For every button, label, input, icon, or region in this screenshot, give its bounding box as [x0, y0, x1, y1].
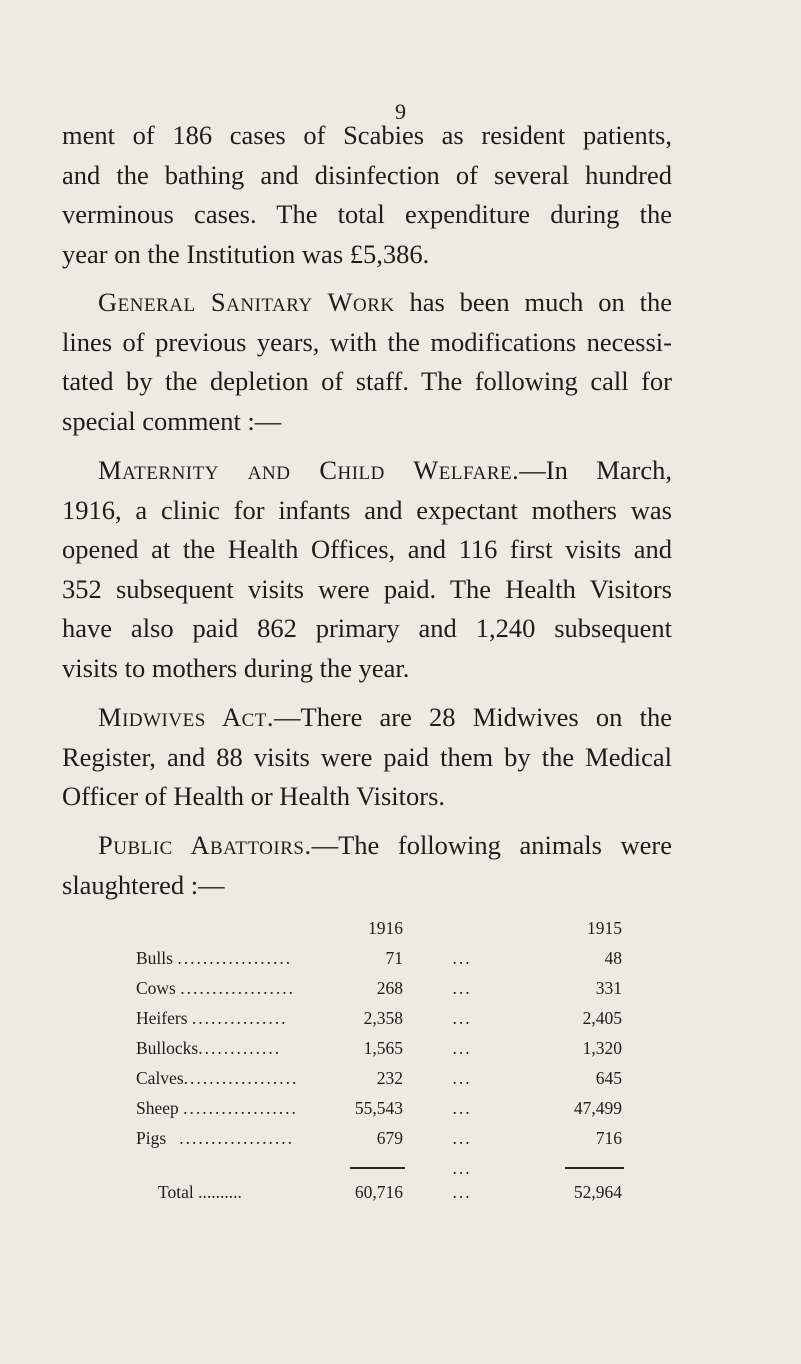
text-line: ment of 186 cases of Scabies as resident patients, [62, 120, 672, 150]
leader-dots: ............. [198, 1038, 282, 1058]
text-line: special comment :— [62, 405, 282, 436]
text-line: and the bathing and disinfection of several hundred [62, 159, 672, 190]
section-heading: Public Abattoirs. [98, 830, 312, 860]
table-row [0, 1008, 801, 1032]
leader-dots: .......... [198, 1182, 242, 1202]
text-run: —There are 28 Midwives on the [274, 702, 672, 732]
leader-dots: .................. [179, 1128, 295, 1148]
paragraph-public-abattoirs [62, 826, 672, 905]
leader-dots: .................. [180, 978, 295, 998]
separator-dots: ... [452, 1038, 472, 1058]
text-line: 352 subsequent visits were paid. The Health Visitors [62, 573, 672, 604]
row-label-text: Sheep [136, 1098, 179, 1118]
leader-dots: .................. [183, 1068, 299, 1088]
separator-dots: ... [452, 1098, 472, 1118]
value-1916: 268 [376, 978, 403, 998]
page-number: 9 [395, 99, 406, 124]
text-line: 1916, a clinic for infants and expectant mothers was [62, 494, 672, 525]
value-1915: 1,320 [582, 1038, 622, 1058]
value-1916: 55,543 [354, 1098, 403, 1118]
value-1915: 2,405 [582, 1008, 622, 1028]
separator-dots: ... [452, 1182, 472, 1202]
total-1915: 52,964 [573, 1182, 622, 1202]
value-1916: 679 [376, 1128, 403, 1148]
text-line: tated by the depletion of staff. The following call for [62, 366, 672, 396]
text-line: slaughtered :— [62, 869, 225, 900]
row-label-text: Pigs [136, 1128, 167, 1148]
value-1915: 331 [595, 978, 622, 998]
row-label-text: Heifers [136, 1008, 188, 1028]
table-row [0, 1038, 801, 1062]
separator-dots: ... [452, 1008, 472, 1028]
separator-dots: ... [452, 978, 472, 998]
text-run: has been much on the [409, 287, 672, 317]
leader-dots: .................. [177, 948, 293, 968]
separator-dots: ... [452, 948, 472, 968]
paragraph-maternity-child-welfare [62, 451, 672, 688]
total-1916: 60,716 [354, 1182, 403, 1202]
column-header-1916: 1916 [368, 918, 403, 938]
table-row [0, 1098, 801, 1122]
separator-dots: ... [452, 1158, 472, 1178]
text-line: year on the Institution was £5,386. [62, 238, 430, 269]
text-line: Register, and 88 visits were paid them by the Medical [62, 741, 672, 772]
value-1916: 71 [385, 948, 403, 968]
leader-dots: ............... [191, 1008, 288, 1028]
row-label [136, 978, 322, 999]
row-label [136, 948, 322, 969]
value-1915: 47,499 [573, 1098, 622, 1118]
text-run: —The following animals were [311, 830, 672, 860]
value-1915: 716 [595, 1128, 622, 1148]
row-label-text: Bulls [136, 948, 173, 968]
text-line [62, 283, 672, 323]
row-label-text: Cows [136, 978, 176, 998]
total-label-text: Total [158, 1182, 194, 1202]
section-heading: General Sanitary Work [98, 287, 395, 317]
row-label [136, 1068, 322, 1089]
text-run: —In March, [519, 455, 672, 485]
table-row [0, 948, 801, 972]
total-label [158, 1182, 242, 1203]
text-line: lines of previous years, with the modifications necessi- [62, 326, 672, 357]
table-row [0, 1068, 801, 1092]
separator-dots: ... [452, 1128, 472, 1148]
rule-row [0, 1158, 801, 1182]
value-1916: 2,358 [363, 1008, 403, 1028]
separator-dots: ... [452, 1068, 472, 1088]
paragraph-midwives-act [62, 698, 672, 817]
table-row [0, 1128, 801, 1152]
row-label [136, 1128, 322, 1149]
text-line: verminous cases. The total expenditure during the [62, 199, 672, 229]
text-line: Officer of Health or Health Visitors. [62, 781, 446, 811]
column-header-1915: 1915 [587, 918, 622, 938]
paragraph-general-sanitary-work [62, 283, 672, 441]
section-heading: Maternity and Child Welfare. [98, 455, 520, 485]
text-line [62, 698, 672, 738]
leader-dots: .................. [183, 1098, 298, 1118]
table-row [0, 978, 801, 1002]
table-total-row [0, 1182, 801, 1206]
total-rule-1915 [565, 1167, 624, 1169]
value-1916: 1,565 [363, 1038, 403, 1058]
text-line: opened at the Health Offices, and 116 first visits and [62, 534, 672, 564]
text-line [62, 826, 672, 866]
row-label [136, 1098, 322, 1119]
text-line [62, 451, 672, 491]
value-1915: 48 [604, 948, 622, 968]
row-label-text: Bullocks [136, 1038, 199, 1058]
text-line: visits to mothers during the year. [62, 652, 410, 683]
paragraph-scabies [62, 116, 672, 274]
text-line: have also paid 862 primary and 1,240 subsequent [62, 613, 672, 643]
table-header-row [0, 918, 801, 942]
section-heading: Midwives Act. [98, 702, 275, 732]
value-1915: 645 [595, 1068, 622, 1088]
row-label [136, 1038, 322, 1059]
row-label-text: Calves [136, 1068, 184, 1088]
row-label [136, 1008, 322, 1029]
value-1916: 232 [376, 1068, 403, 1088]
